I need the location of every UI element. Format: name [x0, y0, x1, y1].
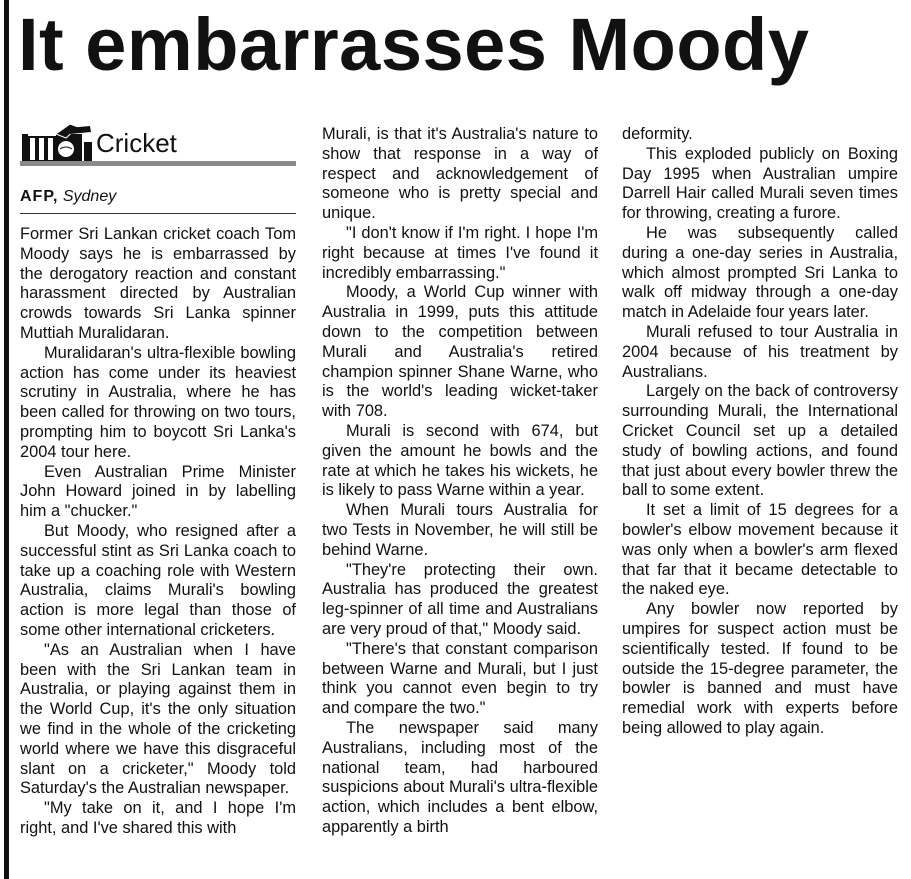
- byline-city: Sydney: [62, 188, 117, 205]
- article-column-3: [622, 125, 898, 739]
- article-column-1: [20, 225, 296, 839]
- cricket-stumps-bat-ball-icon: [22, 124, 92, 162]
- paragraph: Muralidaran's ultra-flexible bowling action has come under its heaviest scrutiny in Australia, where he has been called for throwing on two tours, prompting him to boycott Sri Lanka's 2004 tour here.: [20, 343, 296, 461]
- byline: [20, 186, 116, 208]
- paragraph: Murali is second with 674, but given the amount he bowls and the rate at which he takes his wickets, he is likely to pass Warne within a year.: [322, 421, 598, 500]
- paragraph: The newspaper said many Australians, including most of the national team, had harboured suspicions about Murali's ultra-flexible action, which includes a bent elbow, apparently a birth: [322, 718, 598, 836]
- paragraph: Former Sri Lankan cricket coach Tom Moody says he is embarrassed by the derogatory reaction and constant harassment directed by Australian crowds towards Sri Lanka spinner Muttiah Muralidaran.: [20, 225, 296, 342]
- section-label: Cricket: [96, 128, 177, 158]
- article-column-2: [322, 125, 598, 838]
- paragraph: "As an Australian when I have been with the Sri Lankan team in Australia, or playing against them in the World Cup, it's the only situation we find in the whole of the cricketing world where we have this disgraceful slant on a cricketer," Moody told Saturday's the Australian newspaper.: [20, 640, 296, 798]
- paragraph: "I don't know if I'm right. I hope I'm right because at times I've found it incredibly embarrassing.": [322, 223, 598, 282]
- paragraph: It set a limit of 15 degrees for a bowler's elbow movement because it was only when a bowler's arm flexed that far that it became detectable to the naked eye.: [622, 501, 898, 599]
- left-column-rule: [4, 0, 9, 879]
- section-underline: [20, 161, 296, 166]
- paragraph: Any bowler now reported by umpires for suspect action must be scientifically tested. If found to be outside the 15-degree parameter, the bowler is banned and must have remedial work with experts before being allowed to play again.: [622, 600, 898, 737]
- paragraph: When Murali tours Australia for two Tests in November, he will still be behind Warne.: [322, 501, 598, 559]
- paragraph: "My take on it, and I hope I'm right, and I've shared this with: [20, 799, 296, 837]
- paragraph: Largely on the back of controversy surrounding Murali, the International Cricket Council set up a detailed study of bowling actions, and found that just about every bowler threw the ball to some extent.: [622, 382, 898, 500]
- paragraph: Murali refused to tour Australia in 2004 because of his treatment by Australians.: [622, 322, 898, 381]
- paragraph: "There's that constant comparison between Warne and Murali, but I just think you cannot even begin to try and compare the two.": [322, 639, 598, 718]
- paragraph: Moody, a World Cup winner with Australia in 1999, puts this attitude down to the competition between Murali and Australia's retired champion spinner Shane Warne, who is the world's leading wicket-taker with 708.: [322, 283, 598, 421]
- headline: It embarrasses Moody: [18, 3, 810, 86]
- paragraph: This exploded publicly on Boxing Day 1995 when Australian umpire Darrell Hair called Murali seven times for throwing, creating a furore.: [622, 144, 898, 223]
- paragraph: deformity.: [622, 125, 693, 143]
- paragraph: Even Australian Prime Minister John Howard joined in by labelling him a "chucker.": [20, 462, 296, 521]
- paragraph: He was subsequently called during a one-day series in Australia, which almost prompted Sri Lanka to walk off midway through a one-day match in Adelaide four years later.: [622, 223, 898, 322]
- byline-agency: AFP,: [20, 188, 59, 205]
- paragraph: "They're protecting their own. Australia has produced the greatest leg-spinner of all time and Australians are very proud of that," Moody said.: [322, 560, 598, 638]
- paragraph: But Moody, who resigned after a successful stint as Sri Lanka coach to take up a coaching role with Western Australia, claims Murali's bowling action is more legal than those of some other international cricketers.: [20, 521, 296, 639]
- paragraph: Murali, is that it's Australia's nature to show that response in a way of respect and acknowledgement of someone who is pretty special and unique.: [322, 125, 598, 223]
- section-header: [20, 124, 298, 168]
- byline-divider: [20, 213, 296, 214]
